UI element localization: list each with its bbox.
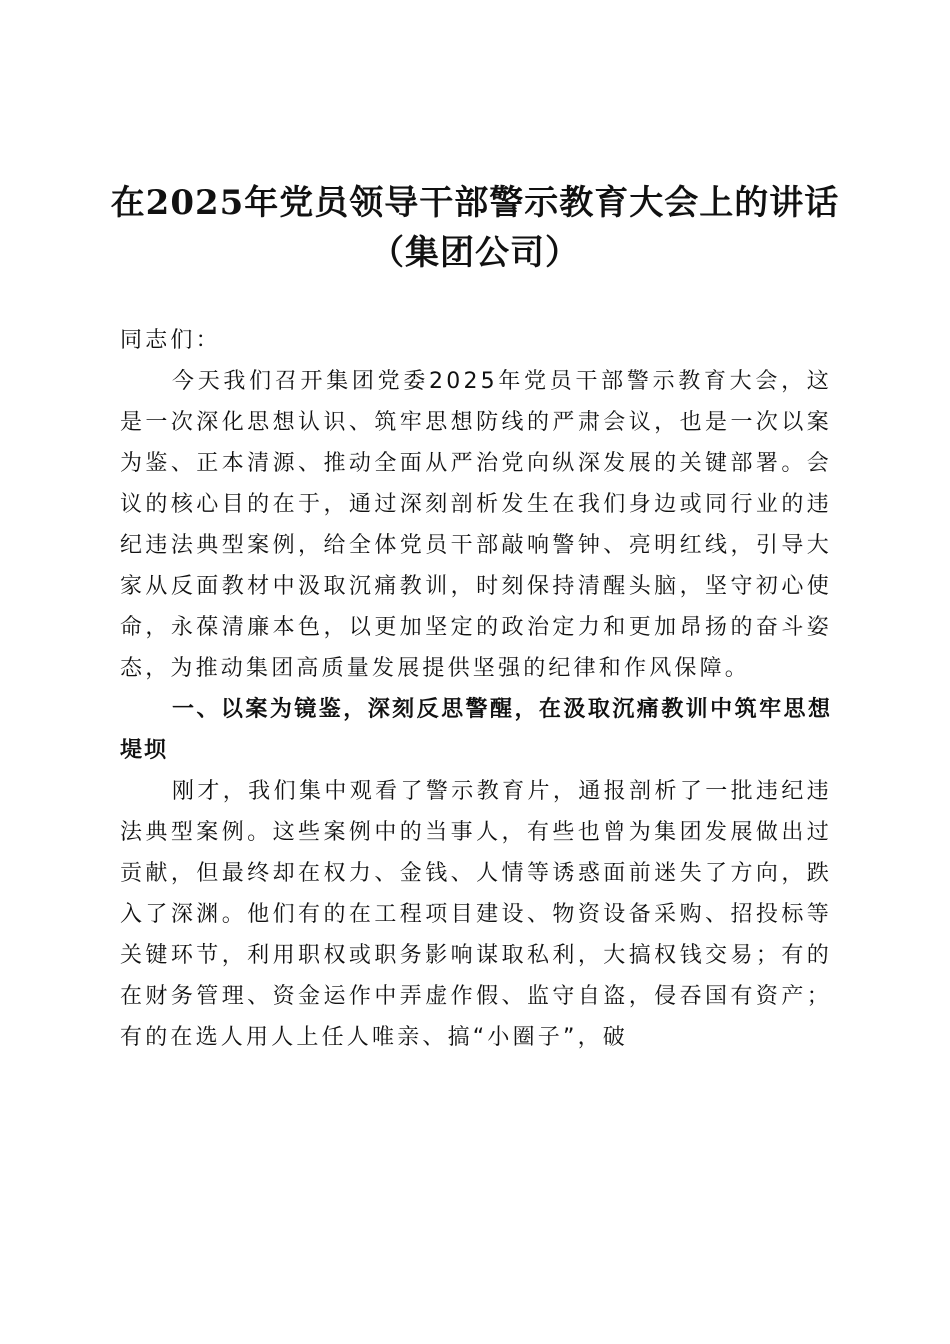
document-body (120, 320, 832, 1058)
intro-paragraph: 今天我们召开集团党委2025年党员干部警示教育大会，这是一次深化思想认识、筑牢思想防线的严肃会议，也是一次以案为鉴、正本清源、推动全面从严治党向纵深发展的关键部署。会议的核心目的在于，通过深刻剖析发生在我们身边或同行业的违纪违法典型案例，给全体党员干部敲响警钟、亮明红线，引导大家从反面教材中汲取沉痛教训，时刻保持清醒头脑，坚守初心使命，永葆清廉本色，以更加坚定的政治定力和更加昂扬的奋斗姿态，为推动集团高质量发展提供坚强的纪律和作风保障。 (120, 369, 832, 681)
greeting: 同志们： (120, 328, 221, 353)
document-title: 在2025年党员领导干部警示教育大会上的讲话（集团公司） (110, 183, 840, 273)
section-paragraph: 刚才，我们集中观看了警示教育片，通报剖析了一批违纪违法典型案例。这些案例中的当事人，有些也曾为集团发展做出过贡献，但最终却在权力、金钱、人情等诱惑面前迷失了方向，跌入了深渊。他们有的在工程项目建设、物资设备采购、招投标等关键环节，利用职权或职务影响谋取私利，大搞权钱交易；有的在财务管理、资金运作中弄虚作假、监守自盗，侵吞国有资产；有的在选人用人上任人唯亲、搞“小圈子”，破 (120, 779, 832, 1050)
section-heading: 一、以案为镜鉴，深刻反思警醒，在汲取沉痛教训中筑牢思想堤坝 (120, 697, 832, 763)
